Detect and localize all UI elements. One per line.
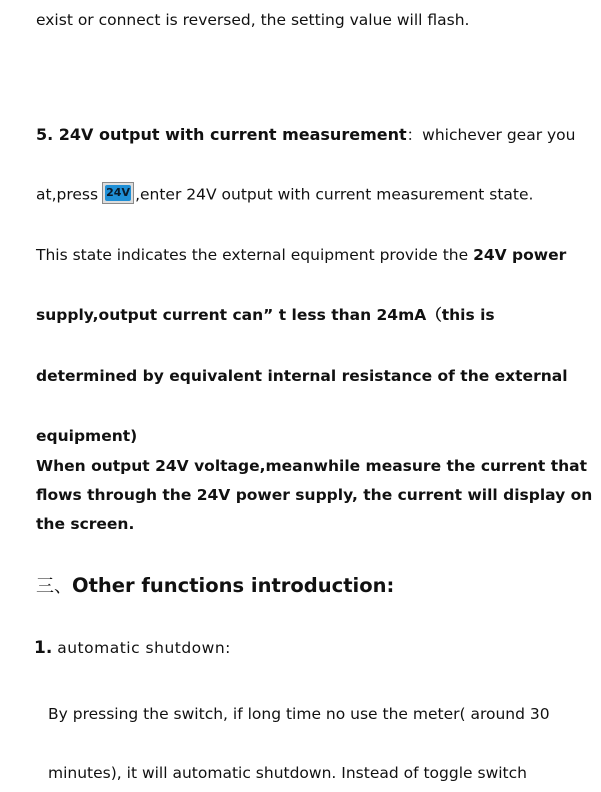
state-description-line — [36, 245, 566, 265]
section-3-heading — [36, 573, 394, 600]
bold-line: When output 24V voltage,meanwhile measure the current that — [36, 457, 588, 475]
paragraph-line: exist or connect is reversed, the setting value will flash. — [36, 11, 470, 29]
power-text-bold: 24V power — [473, 246, 567, 264]
bold-line: supply,output current can” t less than 24mA（this is — [36, 306, 495, 324]
item-1-label: automatic shutdown: — [57, 639, 231, 657]
state-text: This state indicates the external equipment provide the — [36, 246, 474, 264]
paragraph-line: By pressing the switch, if long time no use the meter( around 30 — [48, 705, 550, 723]
press-text: at,press — [36, 185, 99, 204]
bold-line: flows through the 24V power supply, the current will display on — [36, 486, 593, 504]
press-key-line — [36, 184, 533, 206]
bold-line: equipment) — [36, 427, 138, 445]
item-1-number: 1. — [34, 638, 53, 658]
bold-line: determined by equivalent internal resistance of the external — [36, 367, 568, 385]
bold-line: the screen. — [36, 515, 135, 533]
section-5-intro: whichever gear you — [422, 126, 576, 144]
section-3-title: Other functions introduction: — [72, 574, 395, 597]
section-5-heading: 5. 24V output with current measurement — [36, 125, 407, 144]
section-3-prefix: 三、 — [36, 576, 72, 597]
item-1-heading — [34, 638, 231, 658]
24v-key-label: 24V — [106, 186, 130, 199]
heading-colon: ： — [406, 126, 423, 144]
paragraph-line: minutes), it will automatic shutdown. Instead of toggle switch — [48, 764, 527, 782]
24v-key-icon — [102, 182, 134, 204]
enter-state-text: ,enter 24V output with current measurement state. — [135, 185, 534, 204]
section-5-heading-line — [36, 125, 576, 145]
